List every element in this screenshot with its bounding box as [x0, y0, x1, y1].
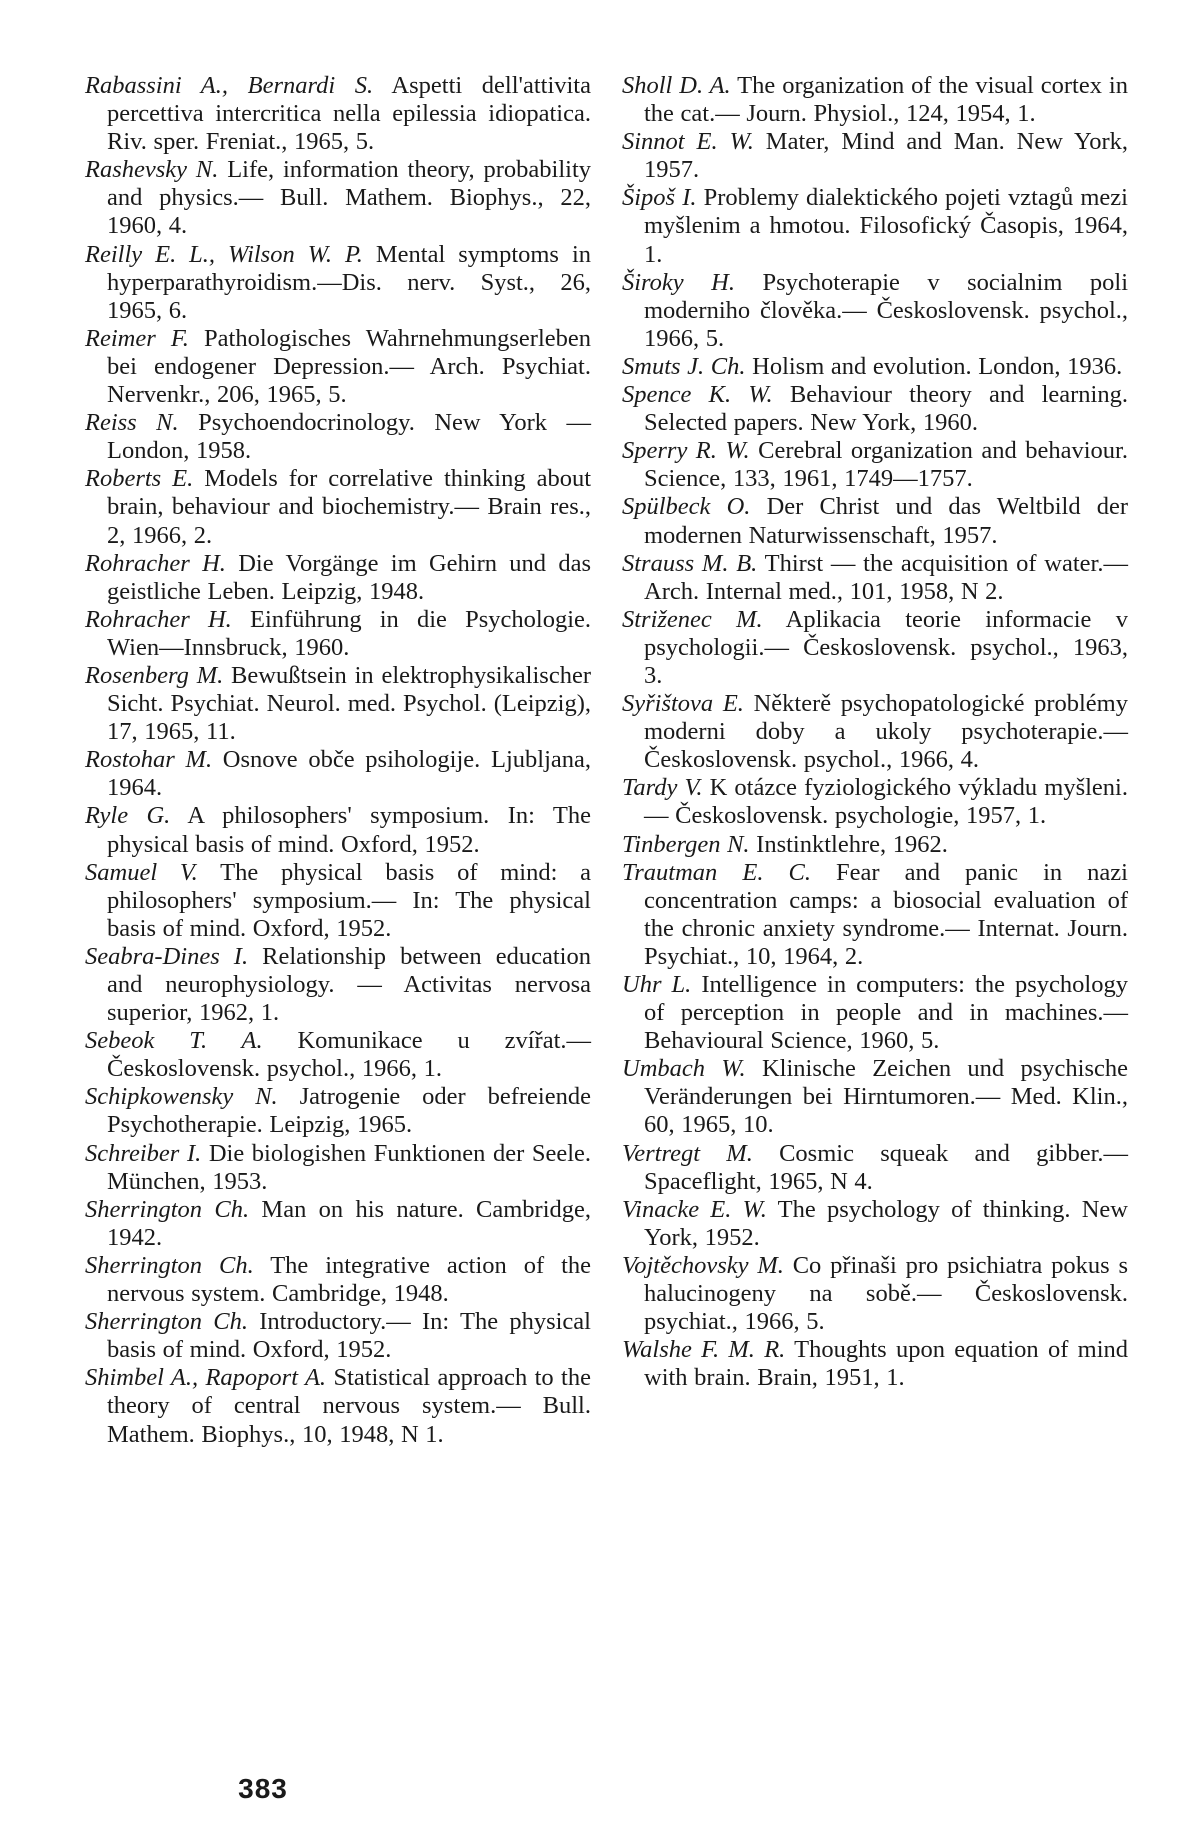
- entry-text: Cosmic squeak and gibber.— Spaceflight, 1965, N 4.: [644, 1139, 1128, 1195]
- entry-author: Smuts J. Ch.: [622, 352, 746, 380]
- bibliography-entry: [85, 943, 591, 1027]
- entry-author: Rostohar M.: [85, 746, 213, 774]
- entry-author: Rabassini A., Bernardi S.: [85, 72, 374, 99]
- bibliography-entry: [85, 550, 591, 606]
- bibliography-entry: [622, 269, 1128, 353]
- entry-author: Schipkowensky N.: [85, 1083, 278, 1111]
- entry-text: Models for correlative thinking about brain, behaviour and biochemistry.— Brain res., 2, 1966, 2.: [107, 465, 592, 549]
- entry-text: Aspetti dell'attivita percettiva intercritica nella epilessia idiopatica. Riv. sper. Freniat., 1965, 5.: [107, 72, 591, 156]
- bibliography-entry: [85, 156, 591, 240]
- bibliography-entry: [622, 184, 1128, 268]
- entry-text: Holism and evolution. London, 1936.: [745, 352, 1123, 380]
- bibliography-entry: [85, 1027, 591, 1083]
- bibliography-entry: [622, 1252, 1128, 1336]
- bibliography-entry: [85, 859, 591, 943]
- entry-author: Trautman E. C.: [622, 858, 811, 886]
- entry-author: Shimbel A., Rapoport A.: [85, 1364, 327, 1392]
- entry-author: Vojtěchovsky M.: [622, 1251, 784, 1279]
- entry-author: Seabra-Dines I.: [85, 942, 249, 970]
- bibliography-entry: [85, 72, 591, 156]
- entry-text: Life, information theory, probability and physics.— Bull. Mathem. Biophys., 22, 1960, 4.: [107, 156, 592, 240]
- entry-author: Rohracher H.: [85, 549, 226, 577]
- entry-text: Aplikacia teorie informacie v psychologii.— Československ. psychol., 1963, 3.: [644, 605, 1128, 689]
- entry-author: Sebeok T. A.: [85, 1027, 263, 1055]
- entry-text: Statistical approach to the theory of central nervous system.— Bull. Mathem. Biophys., 10, 1948, N 1.: [107, 1364, 591, 1448]
- entry-author: Tardy V.: [622, 774, 703, 802]
- entry-text: Thirst — the acquisition of water.— Arch. Internal med., 101, 1958, N 2.: [644, 549, 1128, 605]
- entry-author: Vinacke E. W.: [622, 1195, 767, 1223]
- entry-text: Fear and panic in nazi concentration camps: a biosocial evaluation of the chronic anxiety syndrome.— Internat. Journ. Psychiat., 10, 1964, 2.: [644, 858, 1128, 970]
- bibliography-entry: [622, 859, 1128, 971]
- entry-text: Pathologisches Wahrnehmungserleben bei endogener Depression.— Arch. Psychiat. Nervenkr., 206, 1965, 5.: [107, 324, 591, 409]
- entry-author: Sherrington Ch.: [85, 1308, 249, 1336]
- entry-author: Walshe F. M. R.: [622, 1336, 786, 1364]
- entry-text: Die biologishen Funktionen der Seele. München, 1953.: [107, 1139, 592, 1195]
- entry-author: Šipoš I.: [622, 184, 697, 212]
- bibliography-entry: [622, 381, 1128, 437]
- entry-author: Rohracher H.: [85, 605, 232, 633]
- entry-author: Umbach W.: [622, 1055, 746, 1083]
- entry-author: Sherrington Ch.: [85, 1195, 250, 1223]
- entry-text: The psychology of thinking. New York, 1952.: [644, 1195, 1129, 1251]
- entry-text: Osnove obče psihologije. Ljubljana, 1964.: [107, 746, 591, 802]
- bibliography-entry: [622, 128, 1128, 184]
- entry-author: Vertregt M.: [622, 1139, 753, 1167]
- bibliography-entry: [622, 971, 1128, 1055]
- entry-author: Sinnot E. W.: [622, 128, 754, 156]
- entry-text: Mater, Mind and Man. New York, 1957.: [644, 128, 1128, 184]
- entry-text: Man on his nature. Cambridge, 1942.: [107, 1195, 591, 1251]
- entry-author: Uhr L.: [622, 971, 692, 998]
- bibliography-entry: [85, 465, 591, 549]
- entry-text: Jatrogenie oder befreiende Psychotherapie. Leipzig, 1965.: [107, 1083, 591, 1139]
- entry-author: Schreiber I.: [85, 1139, 202, 1167]
- entry-text: Bewußtsein in elektrophysikalischer Sicht. Psychiat. Neurol. med. Psychol. (Leipzig), 17, 1965, 11.: [107, 661, 591, 746]
- bibliography-entry: [622, 606, 1128, 690]
- bibliography-entry: [622, 493, 1128, 549]
- entry-author: Roberts E.: [85, 465, 194, 493]
- entry-text: Komunikace u zvířat.— Československ. psychol., 1966, 1.: [107, 1027, 591, 1083]
- bibliography-entry: [85, 325, 591, 409]
- entry-author: Tinbergen N.: [622, 830, 750, 858]
- bibliography-entry: [85, 1083, 591, 1139]
- entry-author: Sherrington Ch.: [85, 1251, 254, 1279]
- bibliography-entry: [622, 72, 1128, 128]
- entry-author: Syřištova E.: [622, 690, 744, 718]
- entry-text: Psychoendocrinology. New York — London, 1958.: [107, 409, 592, 465]
- entry-text: The integrative action of the nervous system. Cambridge, 1948.: [107, 1251, 592, 1308]
- entry-text: Einführung in die Psychologie. Wien—Innsbruck, 1960.: [107, 605, 591, 661]
- entry-text: Introductory.— In: The physical basis of mind. Oxford, 1952.: [107, 1308, 591, 1364]
- bibliography-entry: [622, 353, 1128, 381]
- entry-text: Psychoterapie v socialnim poli moderniho člověka.— Československ. psychol., 1966, 5.: [644, 268, 1129, 352]
- entry-author: Široky H.: [622, 268, 735, 296]
- entry-author: Reiss N.: [85, 409, 179, 437]
- bibliography-entry: [622, 1336, 1128, 1392]
- bibliography-entry: [85, 606, 591, 662]
- entry-text: Intelligence in computers: the psychology of perception in people and in machines.— Behavioural Science, 1960, 5.: [644, 971, 1128, 1055]
- entry-author: Spence K. W.: [622, 381, 773, 409]
- entry-text: Thoughts upon equation of mind with brain. Brain, 1951, 1.: [644, 1336, 1129, 1392]
- bibliography-entry: [622, 437, 1128, 493]
- bibliography-entry: [622, 774, 1128, 830]
- entry-text: A philosophers' symposium. In: The physical basis of mind. Oxford, 1952.: [107, 802, 591, 858]
- bibliography-entry: [622, 1196, 1128, 1252]
- entry-author: Ryle G.: [85, 802, 171, 830]
- entry-text: Die Vorgänge im Gehirn und das geistliche Leben. Leipzig, 1948.: [107, 549, 591, 605]
- entry-text: Cerebral organization and behaviour. Science, 133, 1961, 1749—1757.: [644, 437, 1128, 493]
- bibliography-entry: [85, 1140, 591, 1196]
- bibliography-entry: [85, 1196, 591, 1252]
- entry-text: Behaviour theory and learning. Selected papers. New York, 1960.: [644, 381, 1128, 437]
- entry-author: Strauss M. B.: [622, 549, 758, 577]
- entry-author: Rosenberg M.: [85, 661, 224, 689]
- bibliography-entry: [622, 550, 1128, 606]
- bibliography-entry: [85, 1252, 591, 1308]
- entry-text: Relationship between education and neurophysiology. — Activitas nervosa superior, 1962, 1.: [107, 942, 591, 1027]
- entry-text: Některě psychopatologické problémy moderni doby a ukoly psychoterapie.— Československ. psychol., 1966, 4.: [644, 690, 1128, 774]
- bibliography-entry: [622, 690, 1128, 774]
- bibliography-entry: [85, 241, 591, 325]
- entry-text: Co přinaši pro psichiatra pokus s halucinogeny na sobě.— Československ. psychiat., 1966, 5.: [644, 1251, 1128, 1336]
- entry-author: Reilly E. L., Wilson W. P.: [85, 240, 363, 268]
- bibliography-column-right: [622, 72, 1128, 1392]
- bibliography-entry: [85, 409, 591, 465]
- entry-author: Reimer F.: [85, 324, 189, 352]
- bibliography-column-left: [85, 72, 591, 1449]
- entry-author: Sholl D. A.: [622, 72, 731, 99]
- page-number: [0, 1773, 1200, 1805]
- entry-author: Rashevsky N.: [85, 156, 219, 184]
- entry-text: Instinktlehre, 1962.: [749, 830, 948, 858]
- entry-author: Spülbeck O.: [622, 493, 751, 521]
- bibliography-entry: [85, 802, 591, 858]
- entry-text: The physical basis of mind: a philosophers' symposium.— In: The physical basis of mind. Oxford, 1952.: [107, 858, 592, 942]
- entry-text: K otázce fyziologického výkladu myšleni.— Československ. psychologie, 1957, 1.: [644, 774, 1128, 830]
- entry-text: Mental symptoms in hyperparathyroidism.—Dis. nerv. Syst., 26, 1965, 6.: [107, 240, 591, 324]
- bibliography-entry: [622, 1055, 1128, 1139]
- bibliography-entry: [622, 831, 1128, 859]
- bibliography-entry: [622, 1140, 1128, 1196]
- entry-text: Der Christ und das Weltbild der modernen Naturwissenschaft, 1957.: [644, 493, 1129, 549]
- bibliography-entry: [85, 746, 591, 802]
- page-number-text: 383: [238, 1773, 288, 1804]
- bibliography-entry: [85, 662, 591, 746]
- entry-author: Samuel V.: [85, 858, 198, 886]
- bibliography-entry: [85, 1364, 591, 1448]
- entry-text: Problemy dialektického pojeti vztagů mezi myšlenim a hmotou. Filosofický Časopis, 1964, 1.: [644, 184, 1128, 268]
- entry-author: Striženec M.: [622, 605, 763, 633]
- entry-author: Sperry R. W.: [622, 437, 750, 465]
- entry-text: Klinische Zeichen und psychische Veränderungen bei Hirntumoren.— Med. Klin., 60, 1965, 10.: [644, 1055, 1129, 1139]
- bibliography-entry: [85, 1308, 591, 1364]
- entry-text: The organization of the visual cortex in the cat.— Journ. Physiol., 124, 1954, 1.: [644, 72, 1128, 128]
